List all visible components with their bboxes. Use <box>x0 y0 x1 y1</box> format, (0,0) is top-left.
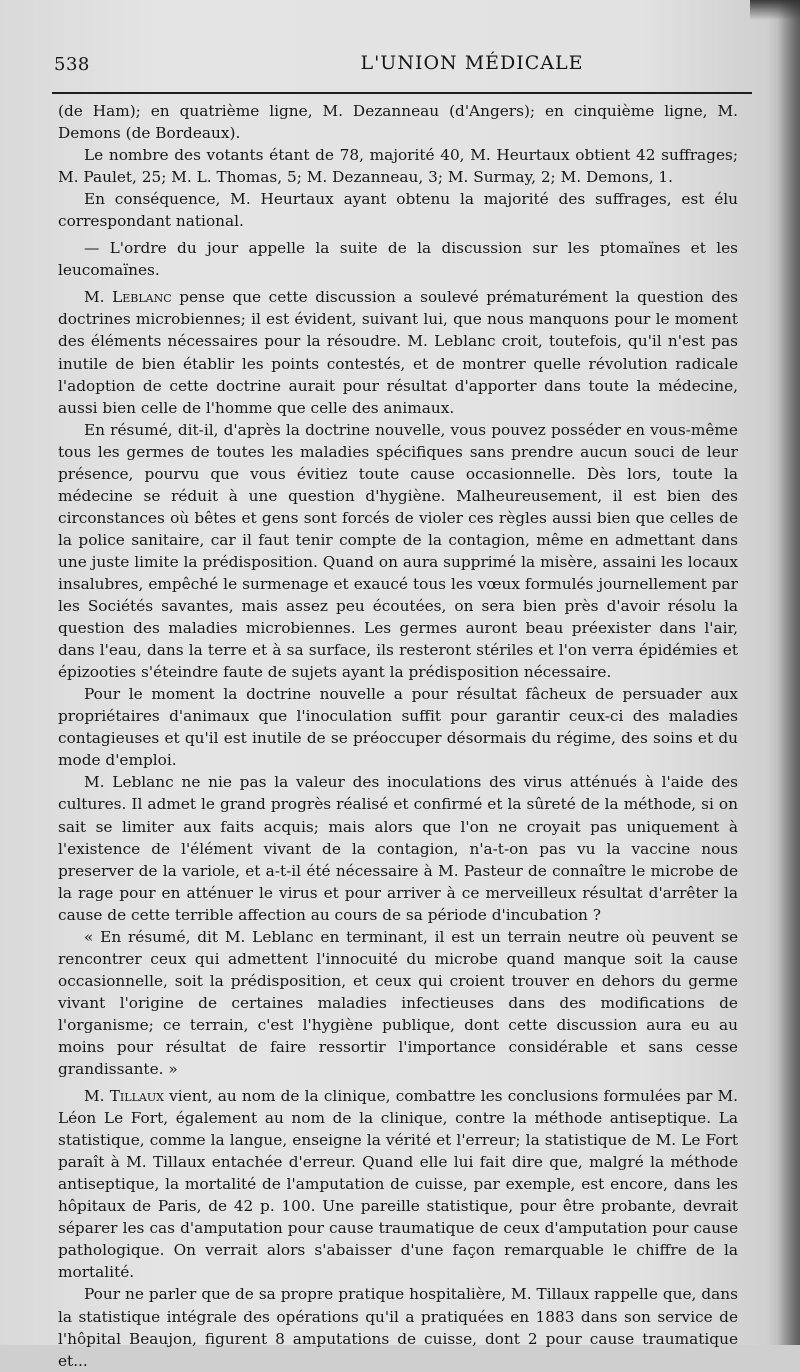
paragraph-election-result: En conséquence, M. Heurtaux ayant obtenu la majorité des suffrages, est élu correspondant national. <box>58 190 738 231</box>
paragraph-leblanc-summary: En résumé, dit-il, d'après la doctrine nouvelle, vous pouvez posséder en vous-même tous les germes de toutes les maladies spécifiques sans prendre aucun souci de leur présence, pourvu que vous évitiez toute cause occasionnelle. Dès lors, toute la médecine se réduit à une question d'hygiène. Malheureusement, il est bien des circonstances où bêtes et gens sont forcés de violer ces règles aussi bien que celles de la police sanitaire, car il faut tenir compte de la contagion, même en admettant dans une juste limite la prédisposition. Quand on aura supprimé la misère, assaini les locaux insalubres, empêché le surmenage et exaucé tous les vœux formulés journellement par les Sociétés savantes, mais assez peu écoutées, on sera bien près d'avoir résolu la question des maladies microbiennes. Les germes auront beau préexister dans l'air, dans l'eau, dans la terre et à sa surface, ils resteront stériles et l'on verra épidémies et épizooties s'éteindre faute de sujets ayant la prédisposition nécessaire. <box>58 420 738 682</box>
paragraph-text: vient, au nom de la clinique, combattre les conclusions formulées par M. Léon Le Fort, également au nom de la clinique, contre la méthode antiseptique. La statistique, comme la langue, enseigne la vérité et l'erreur; la statistique de M. Le Fort paraît à M. Tillaux entachée d'erreur. Quand elle lui fait dire que, malgré la méthode antiseptique, la mortalité de l'amputation de cuisse, par exemple, est encore, dans les hôpitaux de Paris, de 42 p. 100. Une pareille statistique, pour être probante, devrait séparer les cas d'amputation pour cause traumatique de ceux d'amputation pour cause pathologique. On verrait alors s'abaisser d'une façon remarquable le chiffre de la mortalité. <box>58 1087 739 1282</box>
book-spine-shadow <box>778 0 800 1345</box>
paragraph-leblanc-intro <box>58 286 738 418</box>
page-number: 538 <box>54 54 90 75</box>
speaker-prefix: M. <box>84 1087 110 1106</box>
speaker-prefix: M. <box>84 288 113 307</box>
page-header <box>52 52 782 86</box>
paragraph-tillaux-intro <box>58 1085 738 1283</box>
paragraph-election-continuation: (de Ham); en quatrième ligne, M. Dezanneau (d'Angers); en cinquième ligne, M. Demons (de Bordeaux). <box>58 102 738 143</box>
paragraph-text: pense que cette discussion a soulevé prématurément la question des doctrines microbiennes; il est évident, suivant lui, que nous manquons pour le moment des éléments nécessaires pour la résoudre. M. Leblanc croit, toutefois, qu'il n'est pas inutile de bien établir les points contestés, et de montrer quelle révolution radicale l'adoption de cette doctrine aurait pour résultat d'apporter dans toute la médecine, aussi bien celle de l'homme que celle des animaux. <box>58 288 738 417</box>
paragraph-order-of-day: — L'ordre du jour appelle la suite de la discussion sur les ptomaïnes et les leucomaïnes. <box>58 239 738 280</box>
speaker-name-tillaux: Tillaux <box>109 1087 164 1106</box>
paragraph-tillaux-practice: Pour ne parler que de sa propre pratique hospitalière, M. Tillaux rappelle que, dans la statistique intégrale des opérations qu'il a pratiquées en 1883 dans son service de l'hôpital Beaujon, figurent 8 amputations de cuisse, dont 2 pour cause traumatique et... <box>58 1285 738 1370</box>
paragraph-leblanc-conclusion: « En résumé, dit M. Leblanc en terminant, il est un terrain neutre où peuvent se rencontrer ceux qui admettent l'innocuité du microbe quand manque soit la cause occasionnelle, soit la prédisposition, et ceux qui croient trouver en dehors du germe vivant l'origine de certaines maladies infectieuses dans des modifications de l'organisme; ce terrain, c'est l'hygiène publique, dont cette discussion aura eu au moins pour résultat de faire ressortir l'importance considérable et sans cesse grandissante. » <box>58 927 738 1079</box>
speaker-name-leblanc: Leblanc <box>112 288 172 307</box>
article-body <box>58 100 738 1372</box>
paragraph-vote-count: Le nombre des votants étant de 78, majorité 40, M. Heurtaux obtient 42 suffrages; M. Paulet, 25; M. L. Thomas, 5; M. Dezanneau, 3; M. Surmay, 2; M. Demons, 1. <box>58 146 738 187</box>
paragraph-inoculations: M. Leblanc ne nie pas la valeur des inoculations des virus atténués à l'aide des cultures. Il admet le grand progrès réalisé et confirmé et la sûreté de la méthode, si on sait se limiter aux faits acquis; mais alors que l'on ne croyait pas uniquement à l'existence de l'élément vivant de la contagion, n'a-t-on pas vu la vaccine nous preserver de la variole, et a-t-il été nécessaire à M. Pasteur de connaître le microbe de la rage pour en atténuer le virus et pour arriver à ce merveilleux résultat d'arrêter la cause de cette terrible affection au cours de sa période d'incubation ? <box>58 773 738 924</box>
running-title: L'UNION MÉDICALE <box>360 52 584 74</box>
paragraph-doctrine-result: Pour le moment la doctrine nouvelle a pour résultat fâcheux de persuader aux propriétaires d'animaux que l'inoculation suffit pour garantir ceux-ci des maladies contagieuses et qu'il est inutile de se préoccuper désormais du régime, des soins et du mode d'emploi. <box>58 685 738 770</box>
header-rule <box>52 92 752 94</box>
